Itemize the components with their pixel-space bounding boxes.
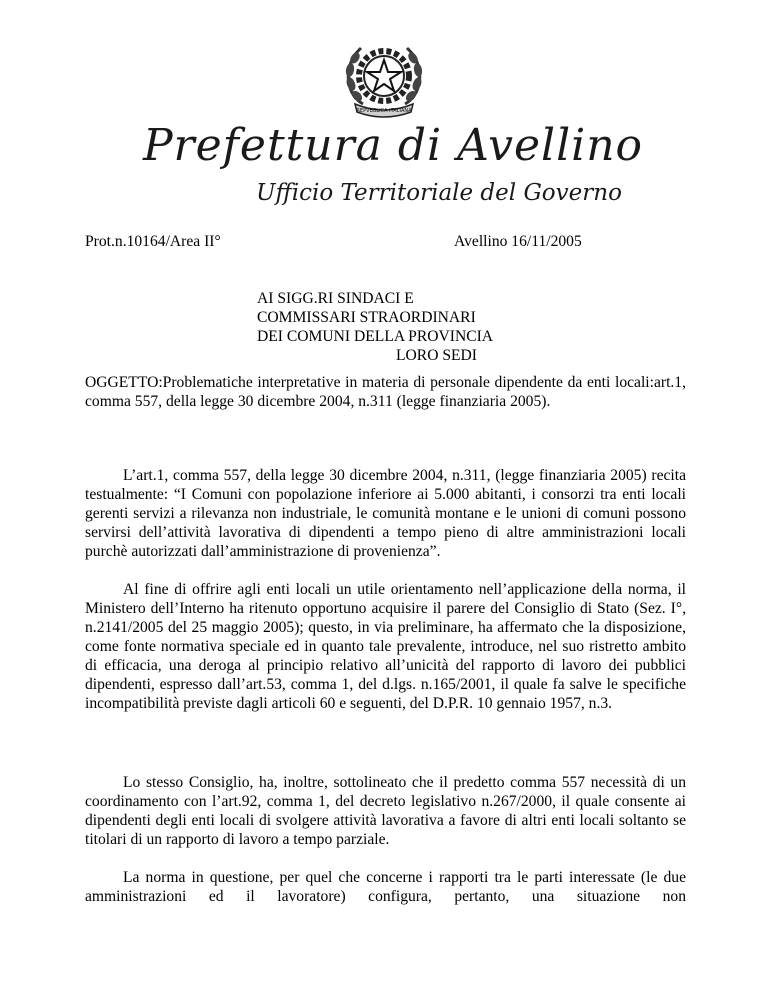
recipient-line: DEI COMUNI DELLA PROVINCIA [257,328,494,345]
svg-text:REPVBBLICA ITALIANA: REPVBBLICA ITALIANA [356,108,412,114]
body-paragraph: L’art.1, comma 557, della legge 30 dicembre 2004, n.311, (legge finanziaria 2005) recita testualmente: “I Comuni con popolazione inferiore ai 5.000 abitanti, i consorzi tra enti locali gerenti servizi a rilevanza non industriale, le comunità montane e le unioni di comuni possono servirsi dell’attività lavorativa di dipendenti a tempo pieno di altre amministrazioni locali purchè autorizzati dall’amministrazione di provenienza”. [85,467,686,560]
document-date: Avellino 16/11/2005 [454,233,582,250]
body-paragraph: Al fine di offrire agli enti locali un utile orientamento nell’applicazione della norma, il Ministero dell’Interno ha ritenuto opportuno acquisire il parere del Consiglio di Stato (Sez. I°, n.2141/2005 del 25 maggio 2005); questo, in via preliminare, ha affermato che la disposizione, come fonte normativa speciale ed in quanto tale prevalente, introduce, nel suo ristretto ambito di efficacia, una deroga al principio relativo all’unicità del rapporto di lavoro dei pubblici dipendenti, espresso dall’art.53, comma 1, del d.lgs. n.165/2001, il quale fa salve le specifiche incompatibilità previste dagli articoli 60 e seguenti, del D.P.R. 10 gennaio 1957, n.3. [85,581,686,712]
recipients-block [257,289,577,365]
recipient-line: COMMISSARI STRAORDINARI [257,309,476,326]
body-paragraph: Lo stesso Consiglio, ha, inoltre, sottolineato che il predetto comma 557 necessità di un coordinamento con l’art.92, comma 1, del decreto legislativo n.267/2000, il quale consente ai dipendenti degli enti locali di svolgere attività lavorativa a favore di altri enti locali soltanto se titolari di un rapporto di lavoro a tempo parziale. [85,774,686,848]
recipient-line: AI SIGG.RI SINDACI E [257,290,414,307]
office-subtitle: Ufficio Territoriale del Governo [256,180,622,206]
recipient-line: LORO SEDI [396,347,477,364]
subject-paragraph: OGGETTO:Problematiche interpretative in materia di personale dipendente da enti locali:art.1, comma 557, della legge 30 dicembre 2004, n.311 (legge finanziaria 2005). [85,374,686,410]
body-paragraph: La norma in questione, per quel che concerne i rapporti tra le parti interessate (le due amministrazioni ed il lavoratore) configura, pertanto, una situazione non [85,869,686,905]
italian-republic-emblem [341,38,427,120]
protocol-number: Prot.n.10164/Area II° [85,233,221,250]
office-title: Prefettura di Avellino [142,120,644,171]
